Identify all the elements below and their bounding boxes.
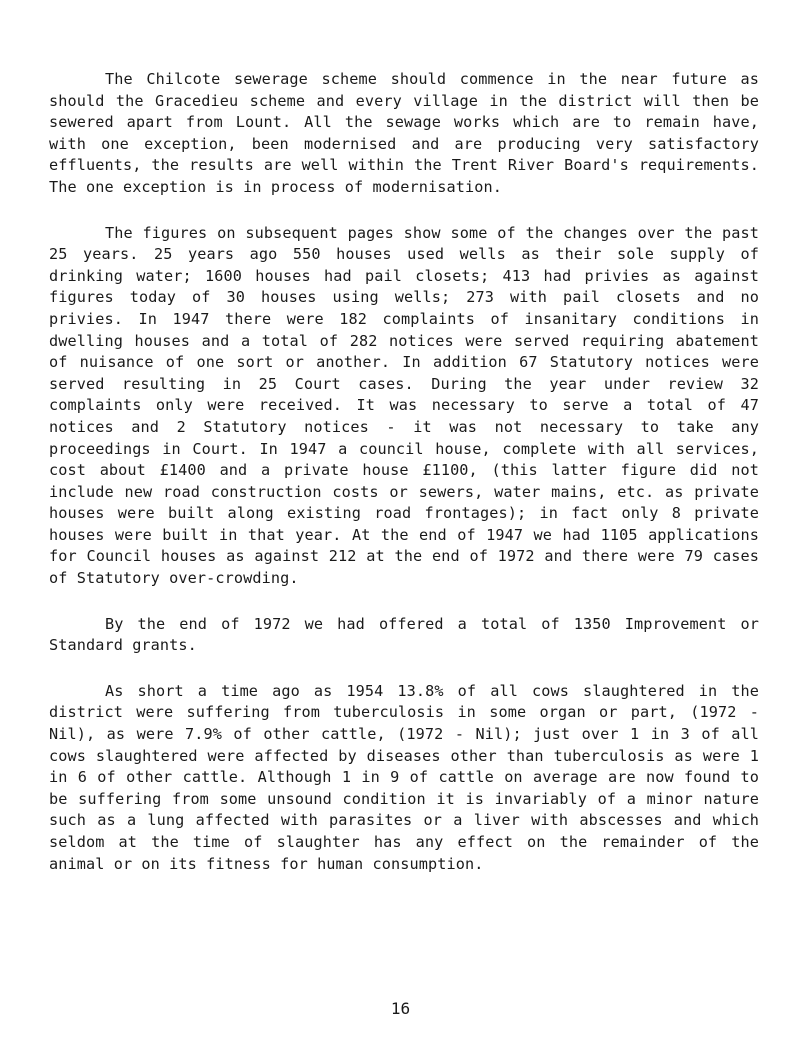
paragraph-sewerage-scheme: The Chilcote sewerage scheme should commence in the near future as should the Gracedieu scheme and every village in the district will then be sewered apart from Lount. All the sewage works which are to remain have, with one exception, been modernised and are producing very satisfactory effluents, the results are well within the Trent River Board's requirements. The one exception is in process of modernisation. [49,70,759,196]
paragraph-changes-over-25-years: The figures on subsequent pages show some of the changes over the past 25 years. 25 years ago 550 houses used wells as their sole supply of drinking water; 1600 houses had pail closets; 413 had privies as against figures today of 30 houses using wells; 273 with pail closets and no privies. In 1947 there were 182 complaints of insanitary conditions in dwelling houses and a total of 282 notices were served requiring abatement of nuisance of one sort or another. In addition 67 Statutory notices were served resulting in 25 Court cases. During the year under review 32 complaints only were received. It was necessary to serve a total of 47 notices and 2 Statutory notices - it was not necessary to take any proceedings in Court. In 1947 a council house, complete with all services, cost about £1400 and a private house £1100, (this latter figure did not include new road construction costs or sewers, water mains, etc. as private houses were built along existing road frontages); in fact only 8 private houses were built in that year. At the end of 1947 we had 1105 applications for Council houses as against 212 at the end of 1972 and there were 79 cases of Statutory over-crowding. [49,223,759,588]
paragraph-improvement-grants: By the end of 1972 we had offered a total of 1350 Improvement or Standard grants. [49,614,759,655]
paragraph-cattle-tuberculosis: As short a time ago as 1954 13.8% of all cows slaughtered in the district were suffering from tuberculosis in some organ or part, (1972 - Nil), as were 7.9% of other cattle, (1972 - Nil); just over 1 in 3 of all cows slaughtered were affected by diseases other than tuberculosis as were 1 in 6 of other cattle. Although 1 in 9 of cattle on average are now found to be suffering from some unsound condition it is invariably of a minor nature such as a lung affected with parasites or a liver with abscesses and which seldom at the time of slaughter has any effect on the remainder of the animal or on its fitness for human consumption. [49,681,759,873]
page-number: 16 [390,999,411,1018]
document-body [49,69,759,899]
